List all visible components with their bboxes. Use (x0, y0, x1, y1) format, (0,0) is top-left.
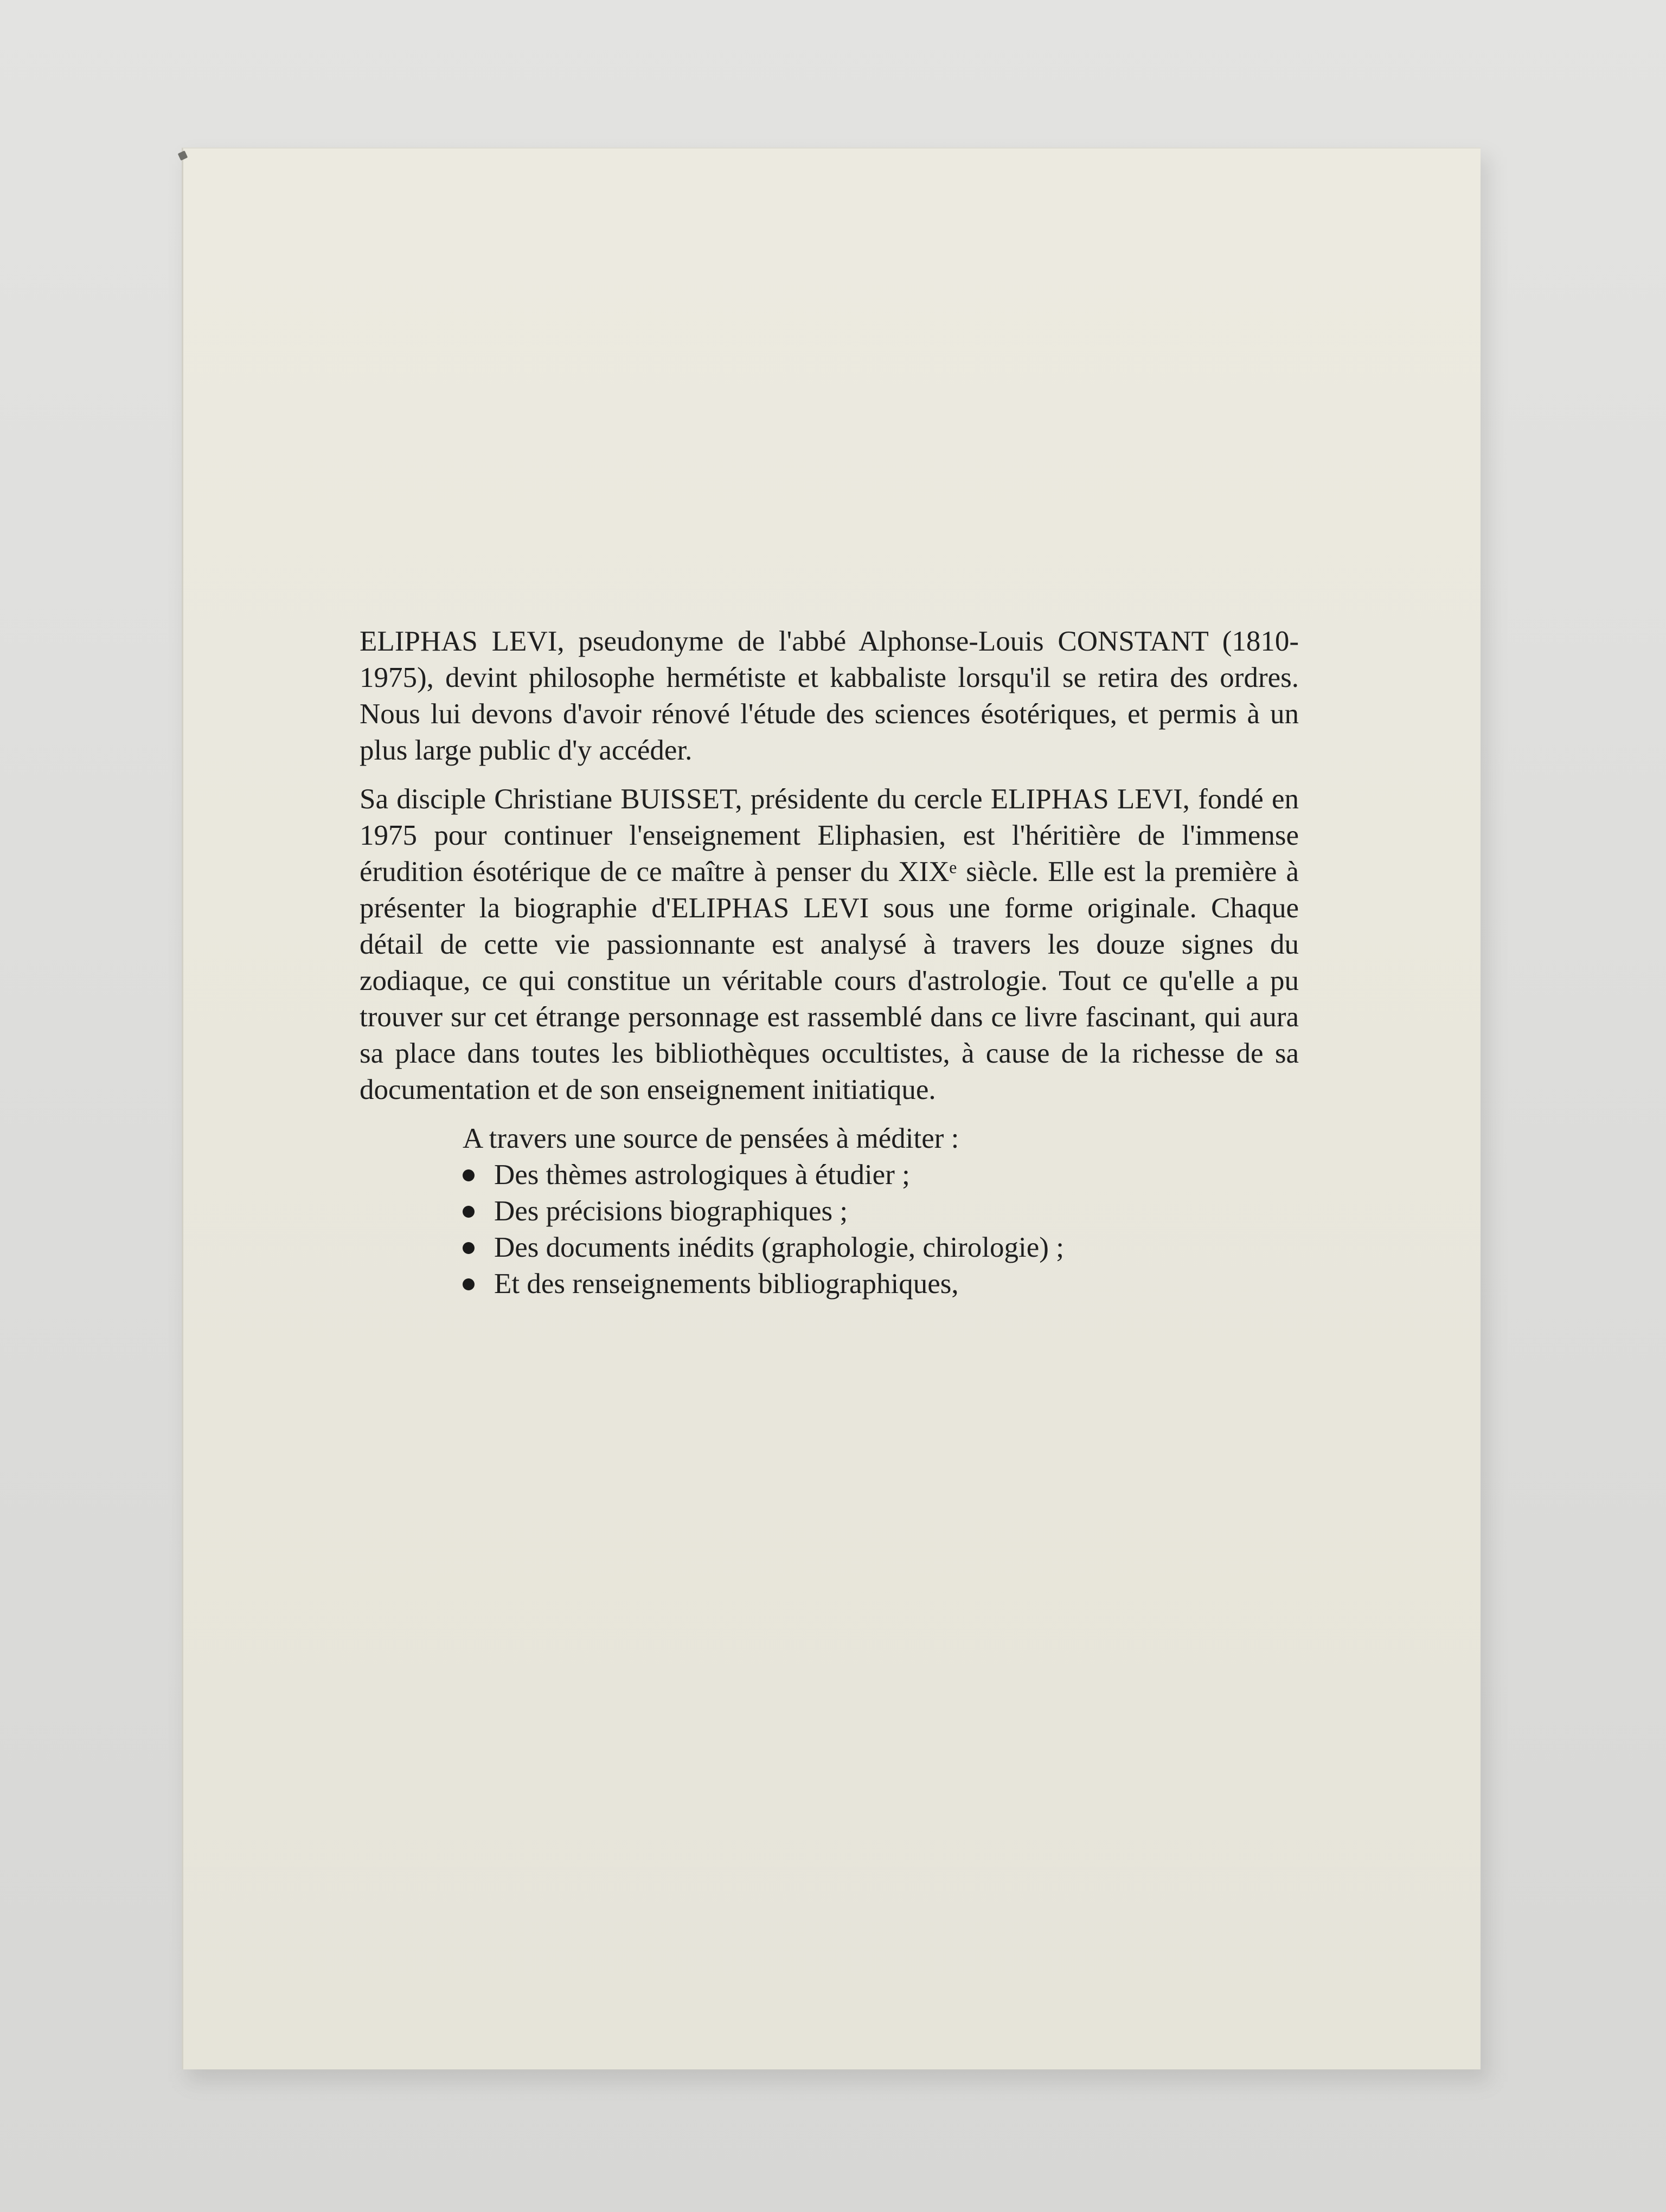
blurb-paragraph-book: Sa disciple Christiane BUISSET, présidente du cercle ELIPHAS LEVI, fondé en 1975 pour continuer l'enseignement Eliphasien, est l'héritière de l'immense érudition ésotérique de ce maître à penser du XIXᵉ siècle. Elle est la première à présenter la biographie d'ELIPHAS LEVI sous une forme originale. Chaque détail de cette vie passionnante est analysé à travers les douze signes du zodiaque, ce qui constitue un véritable cours d'astrologie. Tout ce qu'elle a pu trouver sur cet étrange personnage est rassemblé dans ce livre fascinant, qui aura sa place dans toutes les bibliothèques occultistes, à cause de la richesse de sa documentation et de son enseignement initiatique. (360, 783, 1299, 1105)
list-item (463, 1230, 1299, 1266)
features-list (463, 1157, 1299, 1302)
feature-text: Et des renseignements bibliographiques, (494, 1268, 959, 1300)
bullet-icon (463, 1242, 475, 1254)
back-cover-blurb (360, 623, 1299, 1302)
bullet-icon (463, 1206, 475, 1218)
bullet-icon (463, 1278, 475, 1290)
features-intro: A travers une source de pensées à méditer : (463, 1123, 959, 1154)
feature-text: Des documents inédits (graphologie, chirologie) ; (494, 1232, 1064, 1263)
feature-text: Des thèmes astrologiques à étudier ; (494, 1159, 910, 1191)
list-item (463, 1157, 1299, 1193)
blurb-paragraph-author: ELIPHAS LEVI, pseudonyme de l'abbé Alphonse-Louis CONSTANT (1810-1975), devint philosophe hermétiste et kabbaliste lorsqu'il se retira des ordres. Nous lui devons d'avoir rénové l'étude des sciences ésotériques, et permis à un plus large public d'y accéder. (360, 626, 1299, 766)
list-item (463, 1193, 1299, 1230)
bullet-icon (463, 1169, 475, 1181)
feature-text: Des précisions biographiques ; (494, 1195, 848, 1227)
list-item (463, 1266, 1299, 1302)
